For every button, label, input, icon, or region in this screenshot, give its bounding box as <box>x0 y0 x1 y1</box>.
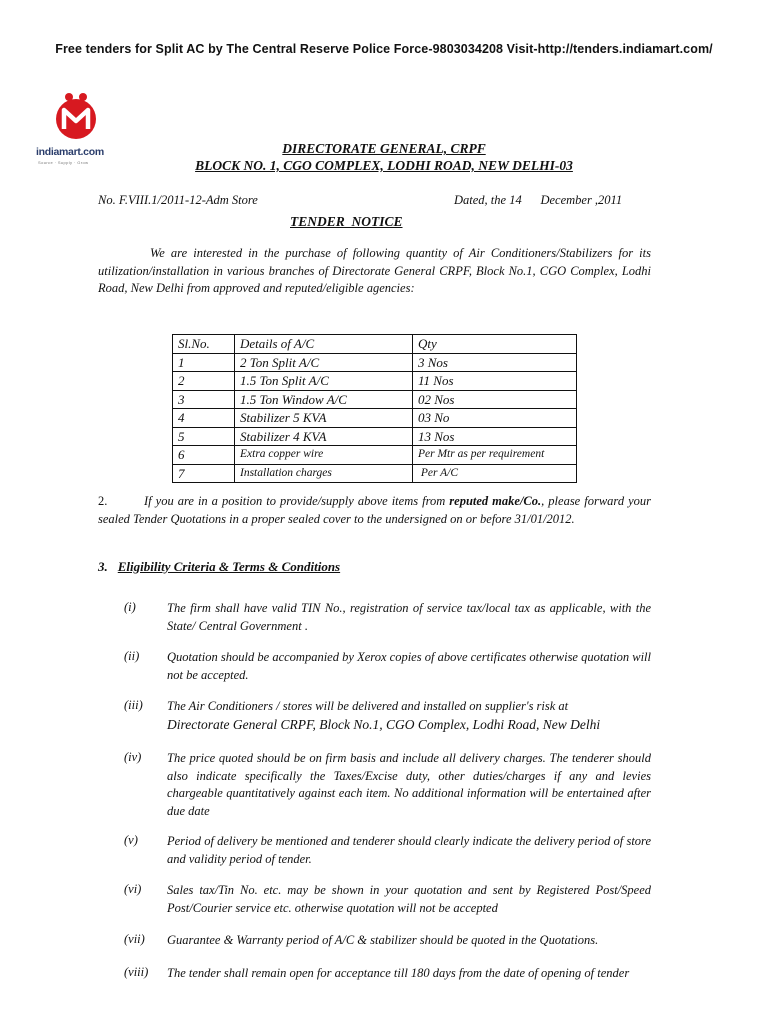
clause-text: Quotation should be accompanied by Xerox copies of above certificates otherwise quotation will not be accepted. <box>167 650 651 682</box>
clause-text-line-2: Directorate General CRPF, Block No.1, CGO Complex, Lodhi Road, New Delhi <box>167 716 601 732</box>
clause-number: (iv) <box>124 750 142 764</box>
clause-text: Guarantee & Warranty period of A/C & stabilizer should be quoted in the Quotations. <box>167 933 599 947</box>
table-row <box>173 464 577 483</box>
notice-title: TENDER NOTICE <box>290 214 403 229</box>
reference-number: No. F.VIII.1/2011-12-Adm Store <box>98 193 258 207</box>
clause-number: (iii) <box>124 698 143 712</box>
table-cell: 03 No <box>413 409 577 428</box>
clause-text: Sales tax/Tin No. etc. may be shown in your quotation and sent by Registered Post/Speed Post/Courier service etc. otherwise quotation will not be accepted <box>167 883 651 915</box>
table-cell: 1.5 Ton Window A/C <box>235 390 413 409</box>
section-3-title: Eligibility Criteria & Terms & Conditions <box>117 559 341 574</box>
table-cell: Per Mtr as per requirement <box>413 446 577 465</box>
dated-line: Dated, the 14 December ,2011 <box>454 193 623 207</box>
table-row <box>173 353 577 372</box>
table-header-cell: Qty <box>413 335 577 354</box>
paragraph-2-text-start: If you are in a position to provide/supply above items from <box>144 494 450 508</box>
table-cell: 5 <box>173 427 235 446</box>
clause-text-line-1: The Air Conditioners / stores will be delivered and installed on supplier's risk at <box>167 699 569 713</box>
table-cell: 3 Nos <box>413 353 577 372</box>
paragraph-2-text-end: , please forward your sealed Tender Quotations in a proper sealed cover to the undersigned on or before 31/01/2012. <box>98 494 652 526</box>
intro-paragraph: We are interested in the purchase of following quantity of Air Conditioners/Stabilizers for its utilization/installation in various branches of Directorate General CRPF, Block No.1, CGO Complex, Lodhi Road, New Delhi from approved and reputed/eligible agencies: <box>98 246 651 295</box>
clause-text: The price quoted should be on firm basis and include all delivery charges. The tenderer should also indicate specifically the Taxes/Excise duty, other duties/charges if any and levies chargeable quantitatively against each item. No additional information will be entertained after due date <box>167 751 651 818</box>
table-cell: 4 <box>173 409 235 428</box>
clause-number: (ii) <box>124 649 140 663</box>
header-line-2: BLOCK NO. 1, CGO COMPLEX, LODHI ROAD, NEW DELHI-03 <box>195 158 573 173</box>
clause-number: (vi) <box>124 882 142 896</box>
clause-text: The tender shall remain open for acceptance till 180 days from the date of opening of tender <box>167 966 630 980</box>
table-row <box>173 409 577 428</box>
table-cell: Per A/C <box>413 464 577 483</box>
table-cell: 13 Nos <box>413 427 577 446</box>
page-banner: Free tenders for Split AC by The Central Reserve Police Force-9803034208 Visit-http://tenders.indiamart.com/ <box>55 42 713 56</box>
header-line-1: DIRECTORATE GENERAL, CRPF <box>282 141 486 156</box>
section-3-number: 3. <box>98 559 108 574</box>
table-cell: 11 Nos <box>413 372 577 391</box>
table-header-cell: Sl.No. <box>173 335 235 354</box>
logo-wordmark: indiamart.com <box>36 146 104 158</box>
paragraph-2-bold: reputed make/Co. <box>449 494 542 508</box>
logo-tagline: Source · Supply · Grow <box>38 160 89 165</box>
table-cell: 2 <box>173 372 235 391</box>
table-cell: Installation charges <box>235 464 413 483</box>
paragraph-2-number: 2. <box>98 494 108 508</box>
table-cell: 7 <box>173 464 235 483</box>
clause-number: (viii) <box>124 965 149 979</box>
table-cell: 2 Ton Split A/C <box>235 353 413 372</box>
table-cell: 6 <box>173 446 235 465</box>
clause-text: The firm shall have valid TIN No., registration of service tax/local tax as applicable, with the State/ Central Government . <box>167 601 651 633</box>
paragraph-2 <box>98 493 651 528</box>
clause-text: Period of delivery be mentioned and tenderer should clearly indicate the delivery period of store and validity period of tender. <box>167 834 651 866</box>
table-cell: 1.5 Ton Split A/C <box>235 372 413 391</box>
table-cell: Stabilizer 4 KVA <box>235 427 413 446</box>
section-3-heading <box>98 559 340 575</box>
clause-number: (v) <box>124 833 138 847</box>
clause-number: (vii) <box>124 932 145 946</box>
table-header-cell: Details of A/C <box>235 335 413 354</box>
items-table <box>172 334 577 483</box>
table-row <box>173 446 577 465</box>
table-cell: Extra copper wire <box>235 446 413 465</box>
table-header-row <box>173 335 577 354</box>
table-row <box>173 372 577 391</box>
clause-text <box>167 698 651 734</box>
table-cell: 1 <box>173 353 235 372</box>
table-row <box>173 427 577 446</box>
clause-number: (i) <box>124 600 136 614</box>
table-cell: 02 Nos <box>413 390 577 409</box>
table-cell: Stabilizer 5 KVA <box>235 409 413 428</box>
table-row <box>173 390 577 409</box>
table-cell: 3 <box>173 390 235 409</box>
